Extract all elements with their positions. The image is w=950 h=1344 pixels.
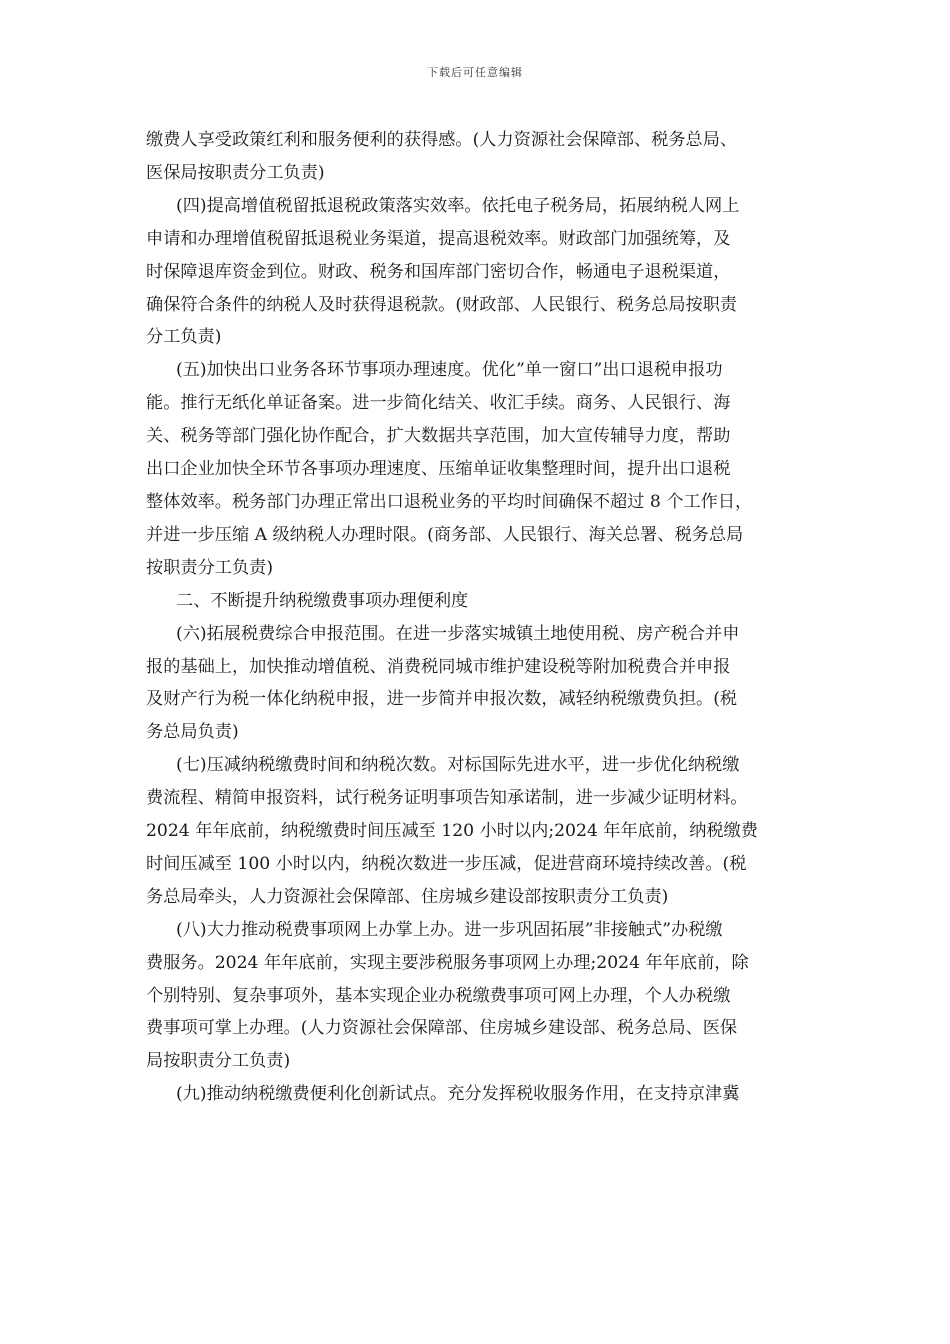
text-line: 及财产行为税一体化纳税申报，进一步简并申报次数，减轻纳税缴费负担。(税 [146, 689, 738, 710]
text-line: 费服务。2024 年年底前，实现主要涉税服务事项网上办理;2024 年年底前，除 [146, 952, 749, 973]
text-line: 报的基础上，加快推动增值税、消费税同城市维护建设税等附加税费合并申报 [146, 656, 731, 677]
text-line: 关、税务等部门强化协作配合，扩大数据共享范围，加大宣传辅导力度，帮助 [146, 426, 731, 447]
text-line: 按职责分工负责) [146, 557, 274, 578]
text-line: 费事项可掌上办理。(人力资源社会保障部、住房城乡建设部、税务总局、医保 [146, 1018, 738, 1039]
text-line: 务总局牵头，人力资源社会保障部、住房城乡建设部按职责分工负责) [146, 886, 669, 907]
text-line: 局按职责分工负责) [146, 1051, 291, 1072]
text-line: 时保障退库资金到位。财政、税务和国库部门密切合作，畅通电子退税渠道， [146, 261, 731, 282]
text-line: 个别特别、复杂事项外，基本实现企业办税缴费事项可网上办理，个人办税缴 [146, 985, 731, 1006]
text-line: 2024 年年底前，纳税缴费时间压减至 120 小时以内;2024 年年底前，纳税缴费 [146, 821, 758, 842]
text-line: 分工负责) [146, 327, 222, 348]
text-line: 能。推行无纸化单证备案。进一步简化结关、收汇手续。商务、人民银行、海 [146, 393, 731, 414]
text-line: (六)拓展税费综合申报范围。在进一步落实城镇土地使用税、房产税合并申 [176, 623, 740, 644]
text-line: 申请和办理增值税留抵退税业务渠道，提高退税效率。财政部门加强统筹，及 [146, 228, 731, 249]
text-line: 务总局负责) [146, 722, 239, 743]
text-line: (四)提高增值税留抵退税政策落实效率。依托电子税务局，拓展纳税人网上 [176, 195, 740, 216]
text-line: 二、不断提升纳税缴费事项办理便利度 [176, 590, 469, 611]
text-line: 确保符合条件的纳税人及时获得退税款。(财政部、人民银行、税务总局按职责 [146, 294, 738, 315]
text-line: 时间压减至 100 小时以内，纳税次数进一步压减，促进营商环境持续改善。(税 [146, 853, 747, 874]
text-line: (九)推动纳税缴费便利化创新试点。充分发挥税收服务作用，在支持京津冀 [176, 1084, 740, 1105]
text-line: 医保局按职责分工负责) [146, 162, 325, 183]
text-line: (七)压减纳税缴费时间和纳税次数。对标国际先进水平，进一步优化纳税缴 [176, 755, 740, 776]
document-body [146, 124, 810, 1111]
text-line: 缴费人享受政策红利和服务便利的获得感。(人力资源社会保障部、税务总局、 [146, 130, 738, 150]
text-line: 并进一步压缩 A 级纳税人办理时限。(商务部、人民银行、海关总署、税务总局 [146, 524, 744, 545]
text-line: 费流程、精简申报资料，试行税务证明事项告知承诺制，进一步减少证明材料。 [146, 788, 748, 809]
text-line: 出口企业加快全环节各事项办理速度、压缩单证收集整理时间，提升出口退税 [146, 459, 731, 480]
text-line: (五)加快出口业务各环节事项办理速度。优化”单一窗口”出口退税申报功 [176, 360, 723, 381]
text-line: (八)大力推动税费事项网上办掌上办。进一步巩固拓展”非接触式”办税缴 [176, 919, 723, 940]
text-line: 整体效率。税务部门办理正常出口退税业务的平均时间确保不超过 8 个工作日， [146, 491, 753, 512]
page-header-note: 下载后可任意编辑 [427, 66, 523, 79]
